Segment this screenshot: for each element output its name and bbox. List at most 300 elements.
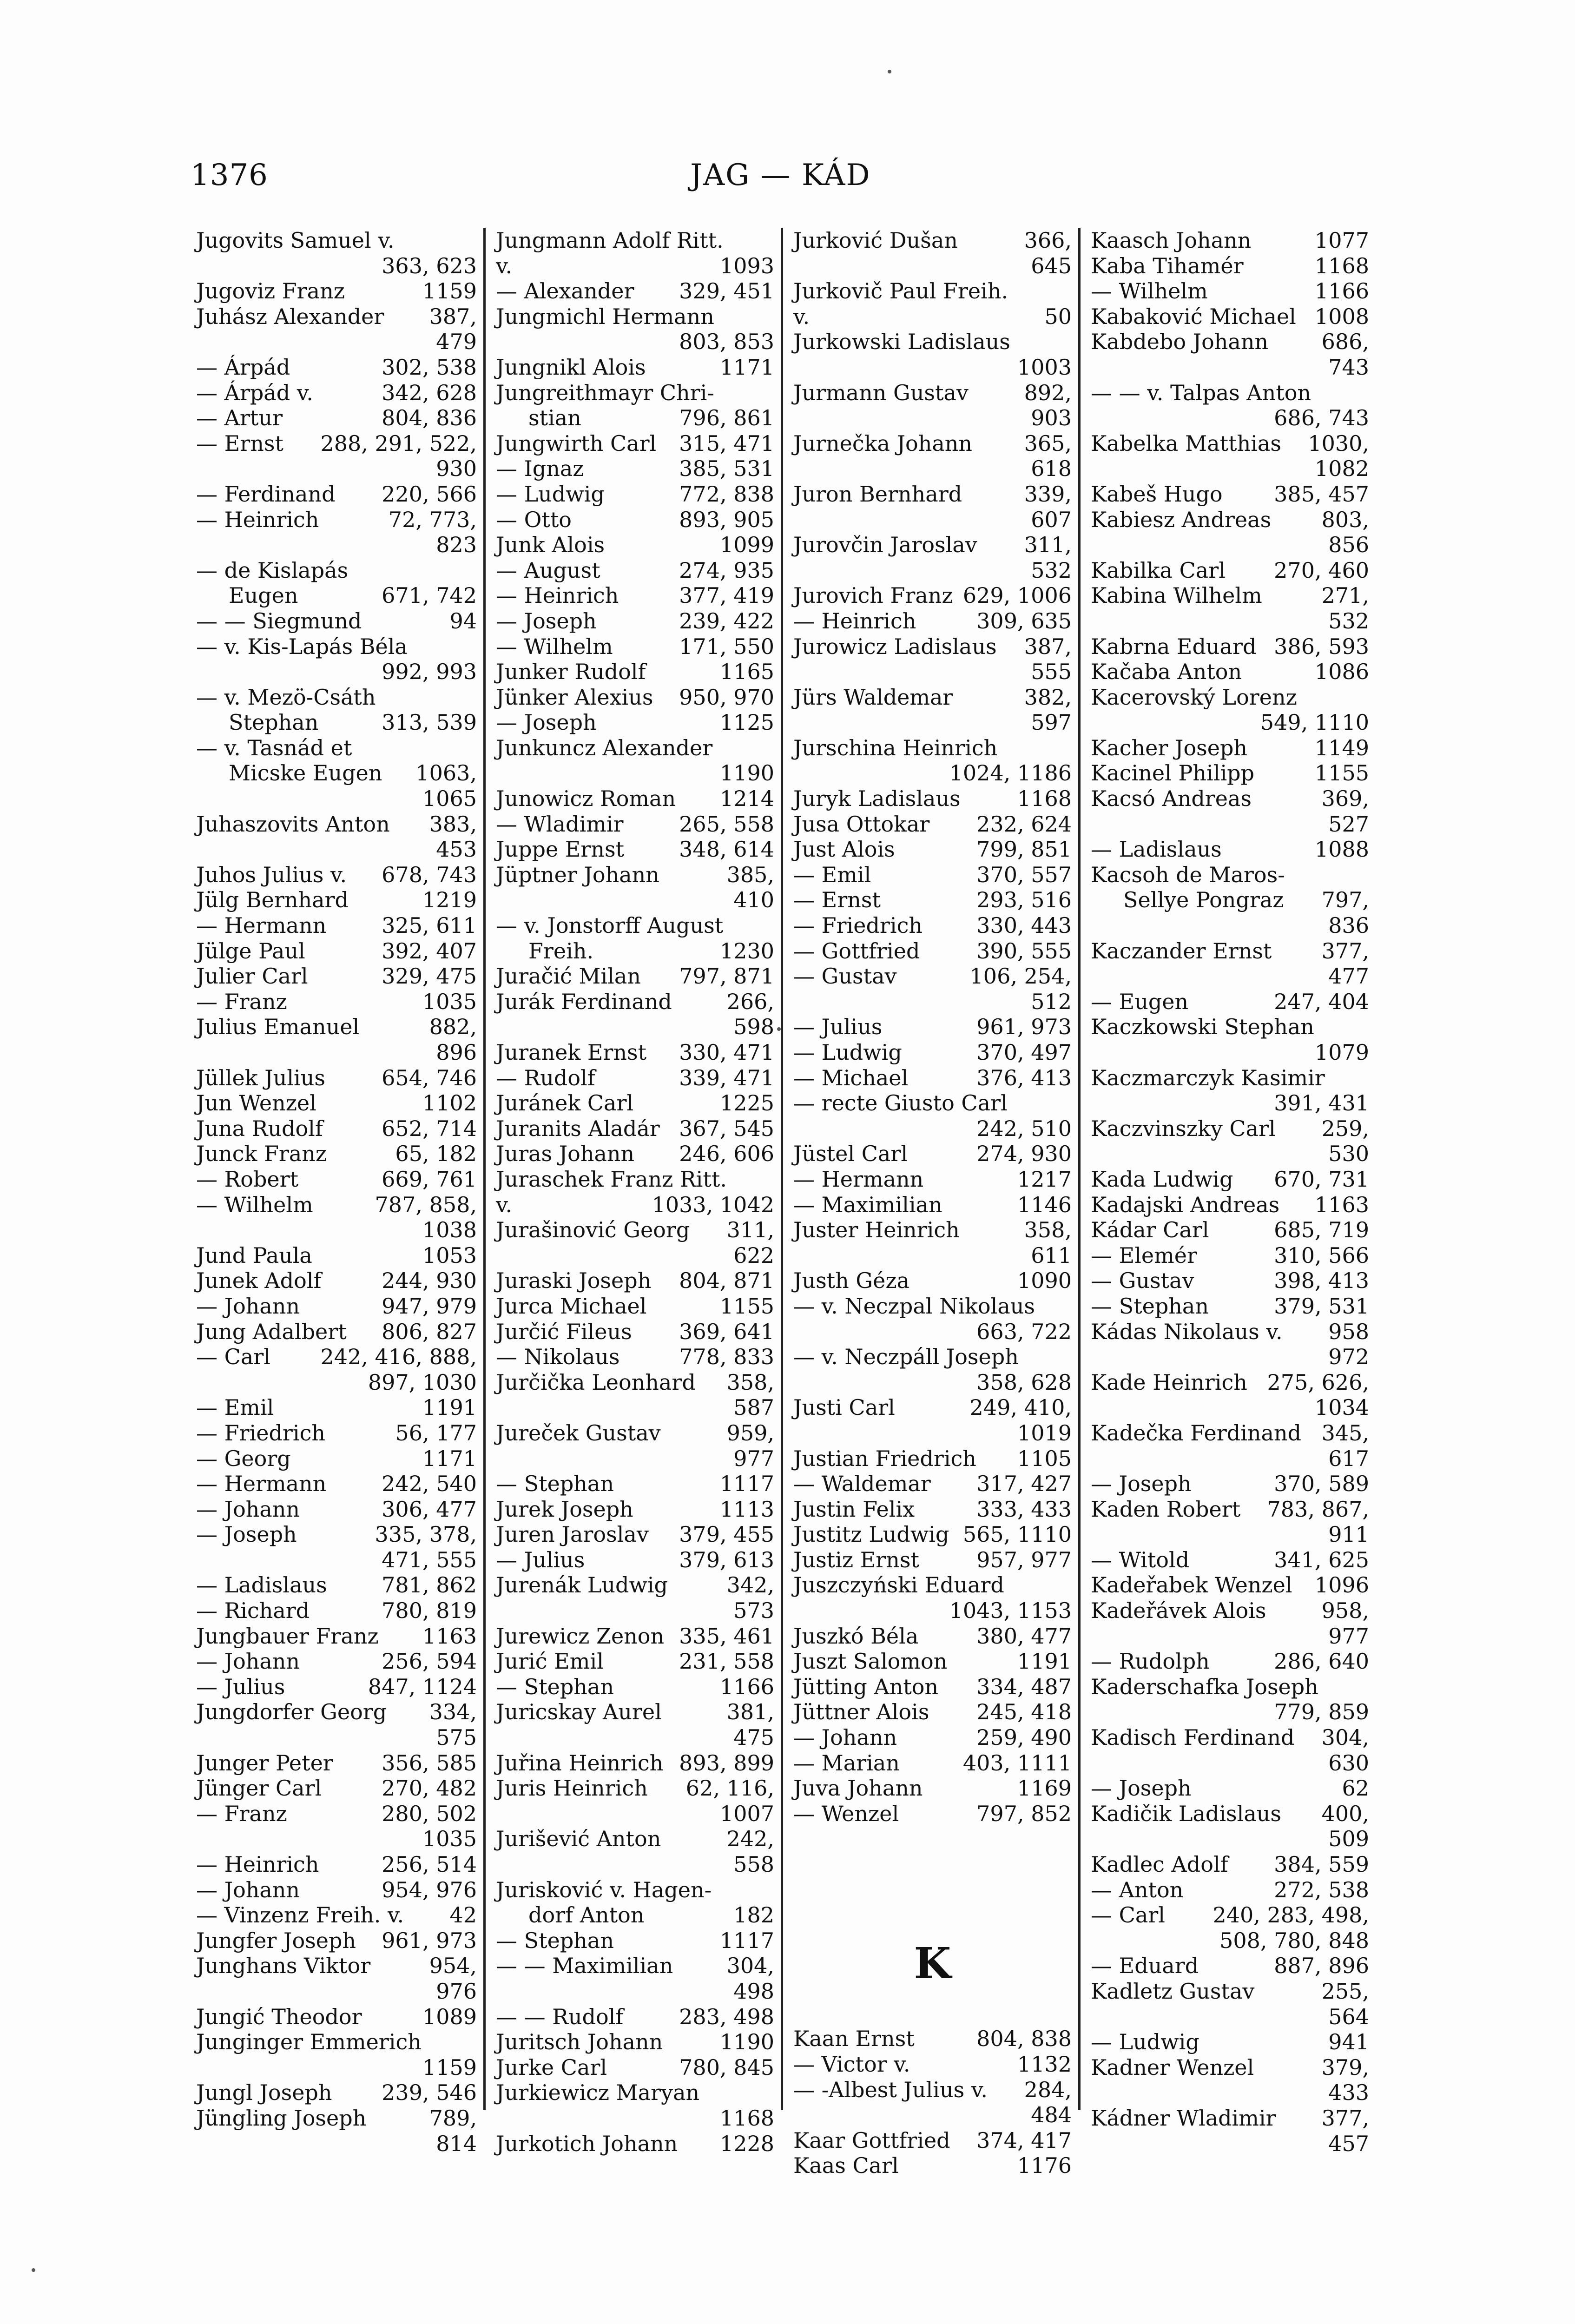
index-entry [196,1649,477,1674]
entry-pages: 367, 545 [679,1116,774,1141]
index-entry [196,1192,477,1218]
entry-pages: 1168 [1314,253,1369,278]
index-entry [496,1268,774,1294]
entry-pages: 335, 378, [375,1522,477,1547]
index-entry [196,608,477,634]
entry-pages: 796, 861 [679,405,774,431]
entry-pages: 957, 977 [976,1547,1072,1572]
index-entry [793,329,1072,355]
entry-name: Kacsoh de Maros- [1091,862,1285,887]
index-entry [196,1674,477,1700]
entry-pages: 245, 418 [976,1699,1072,1725]
index-entry [496,837,774,862]
entry-pages: 780, 845 [679,2054,774,2080]
index-entry [793,1699,1072,1725]
entry-pages: 220, 566 [382,481,477,507]
entry-name: Freih. [528,938,594,964]
entry-pages: 1169 [1017,1776,1072,1801]
entry-pages: 847, 1124 [368,1674,477,1699]
index-entry [793,1674,1072,1700]
entry-pages: 315, 471 [679,430,774,456]
entry-continuation: 618 [1031,456,1072,482]
entry-name: Jung Adalbert [196,1319,347,1344]
entry-pages: 387, [1024,634,1072,659]
index-entry [793,1344,1072,1370]
index-entry [496,812,774,837]
entry-continuation: 1079 [1314,1040,1369,1065]
entry-name: Julius Emanuel [196,1014,360,1040]
entry-pages: 398, 413 [1274,1268,1369,1294]
entry-pages: 256, 594 [382,1649,477,1674]
index-entry [196,278,477,304]
entry-name: Kabilka Carl [1091,557,1226,583]
index-entry [196,482,477,507]
entry-continuation: 242, 510 [976,1116,1072,1141]
entry-name: Kada Ludwig [1091,1166,1233,1192]
entry-name: — Carl [1091,1902,1165,1928]
entry-name: v. [496,253,513,278]
entry-name: — Johann [196,1496,300,1522]
entry-pages: 781, 862 [382,1572,477,1598]
index-entry [1091,1725,1369,1750]
entry-name: — Johann [793,1725,897,1750]
entry-pages: 787, 858, [375,1192,477,1217]
index-entry [793,278,1072,304]
entry-pages: 961, 973 [382,1928,477,1953]
entry-name: Jurnečka Johann [793,430,973,456]
entry-pages: 286, 640 [1274,1649,1369,1674]
entry-pages: 954, [429,1953,477,1979]
entry-name: Justiz Ernst [793,1547,920,1572]
print-speck [32,2268,35,2272]
entry-name: Jusa Ottokar [793,811,930,837]
index-entry [196,634,477,660]
index-entry [496,1040,774,1065]
entry-pages: 65, 182 [395,1141,477,1167]
entry-pages: 313, 539 [382,710,477,735]
entry-name: Jungić Theodor [196,2004,362,2029]
entry-name: Jurkovič Paul Freih. [793,278,1008,304]
entry-name: Kacher Joseph [1091,735,1248,760]
index-entry [196,989,477,1015]
index-entry [1091,735,1369,761]
index-entry [496,1699,774,1725]
entry-pages: 293, 516 [976,887,1072,913]
entry-pages: 797, [1321,887,1369,913]
entry-name: — Julius [196,1674,285,1699]
entry-continuation: 896 [436,1040,477,1065]
entry-name: Jurkowski Ladislaus [793,329,1010,355]
entry-pages: 329, 451 [679,278,774,304]
entry-pages: 950, 970 [679,684,774,710]
entry-pages: 678, 743 [382,862,477,887]
index-entry [196,1877,477,1903]
entry-pages: 379, 613 [679,1547,774,1572]
entry-pages: 1214 [719,786,774,812]
entry-pages: 370, 497 [976,1040,1072,1065]
entry-name: Juris Heinrich [496,1776,648,1801]
index-entry [793,1167,1072,1192]
entry-continuation: 549, 1110 [1260,710,1369,735]
entry-name: — v. Neczpal Nikolaus [793,1293,1035,1319]
entry-pages: 232, 624 [976,811,1072,837]
index-entry [1091,760,1369,786]
entry-continuation: 977 [733,1446,774,1471]
entry-name: — Joseph [1091,1776,1192,1801]
index-entry [196,685,477,710]
index-entry [196,304,477,330]
running-head: JAG — KÁD [690,158,871,192]
index-entry [793,1649,1072,1674]
entry-pages: 42 [449,1902,477,1928]
index-entry [793,1624,1072,1649]
entry-name: Jurewicz Zenon [496,1623,665,1649]
entry-name: Jurčička Leonhard [496,1369,696,1395]
entry-name: Kadičik Ladislaus [1091,1801,1282,1826]
entry-pages: 1163 [422,1623,477,1649]
entry-pages: 334, [429,1699,477,1725]
entry-pages: 270, 460 [1274,557,1369,583]
entry-continuation: 509 [1328,1826,1369,1852]
index-entry [496,1826,774,1852]
entry-pages: 797, 871 [679,964,774,989]
entry-continuation: 897, 1030 [368,1369,477,1395]
entry-pages: 797, 852 [976,1801,1072,1826]
entry-name: Jungbauer Franz [196,1623,379,1649]
entry-name: — Joseph [196,1522,297,1547]
entry-continuation: 410 [733,887,774,913]
entry-pages: 342, [726,1572,774,1598]
index-entry [496,1649,774,1674]
entry-pages: 377, 419 [679,583,774,608]
index-entry [793,634,1072,660]
entry-continuation: 1038 [422,1217,477,1243]
index-entry [196,1268,477,1294]
index-entry [496,583,774,608]
entry-pages: 1228 [719,2131,774,2156]
index-entry [196,1344,477,1370]
entry-pages: 1168 [1017,786,1072,812]
entry-name: Juraschek Franz Ritt. [496,1166,727,1192]
index-entry [496,735,774,761]
entry-name: Jungl Joseph [196,2080,332,2106]
index-entry [1091,1014,1369,1040]
entry-name: — Heinrich [496,583,619,608]
entry-pages: 893, 899 [679,1750,774,1776]
entry-continuation: 1043, 1153 [949,1598,1072,1624]
index-entry [793,913,1072,938]
entry-pages: 652, 714 [382,1116,477,1141]
entry-pages: 893, 905 [679,507,774,532]
entry-continuation: 1082 [1314,456,1369,482]
entry-pages: 1191 [422,1395,477,1420]
entry-name: — Victor v. [793,2052,910,2077]
entry-name: Juna Rudolf [196,1116,323,1141]
entry-pages: 379, 531 [1274,1293,1369,1319]
entry-continuation: 903 [1031,405,1072,431]
entry-name: — Stephan [496,1928,614,1953]
entry-pages: 961, 973 [976,1014,1072,1040]
entry-pages: 369, [1321,786,1369,812]
index-entry [196,1497,477,1522]
entry-continuation: 1007 [719,1801,774,1826]
entry-pages: 958 [1328,1319,1369,1344]
index-entry [793,1547,1072,1573]
entry-name: Juračić Milan [496,964,641,989]
entry-pages: 374, 417 [976,2127,1072,2153]
entry-pages: 325, 611 [382,913,477,938]
entry-pages: 1008 [1314,304,1369,329]
entry-name: Kadisch Ferdinand [1091,1725,1295,1750]
entry-continuation: 911 [1328,1522,1369,1547]
entry-pages: 1088 [1314,837,1369,862]
index-entry [496,938,774,964]
index-entry [496,862,774,888]
index-entry [1091,989,1369,1015]
index-entry [1091,2055,1369,2080]
index-entry [496,2080,774,2106]
entry-name: Juva Johann [793,1776,923,1801]
index-entry [1091,482,1369,507]
entry-name: Jurek Joseph [496,1496,633,1522]
entry-name: Jungreithmayr Chri- [496,380,714,405]
entry-continuation: 663, 722 [976,1319,1072,1344]
index-entry [1091,1319,1369,1345]
entry-name: — Wilhelm [1091,278,1208,304]
entry-name: — Artur [196,405,283,431]
entry-pages: 1217 [1017,1166,1072,1192]
entry-name: Juhaszovits Anton [196,811,390,837]
index-entry [196,507,477,533]
entry-name: — Gottfried [793,938,920,964]
entry-continuation: 597 [1031,710,1072,735]
entry-name: Just Alois [793,837,895,862]
entry-continuation: 508, 780, 848 [1219,1928,1369,1953]
index-entry [1091,862,1369,888]
entry-name: Junger Peter [196,1750,333,1776]
entry-pages: 1171 [422,1446,477,1471]
entry-continuation: 607 [1031,507,1072,532]
entry-pages: 685, 719 [1274,1217,1369,1243]
index-entry [1091,1979,1369,2004]
entry-continuation: 457 [1328,2131,1369,2156]
entry-pages: 270, 482 [382,1776,477,1801]
entry-name: Kaba Tihamér [1091,253,1244,278]
entry-name: — Carl [196,1344,270,1370]
entry-name: — Ernst [196,430,283,456]
entry-pages: 106, 254, [969,964,1072,989]
index-entry [793,1090,1072,1116]
index-columns [186,228,1376,2179]
entry-continuation: 573 [733,1598,774,1624]
index-entry [1091,1649,1369,1674]
entry-name: — Michael [793,1065,909,1090]
entry-pages: 1191 [1017,1649,1072,1674]
entry-pages: 358, [1024,1217,1072,1243]
entry-pages: 1089 [422,2004,477,2029]
entry-name: — v. Neczpáll Joseph [793,1344,1019,1370]
entry-name: Juránek Carl [496,1090,634,1116]
index-entry [793,887,1072,913]
entry-name: — Franz [196,989,287,1014]
entry-name: Juron Bernhard [793,481,962,507]
entry-pages: 385, 457 [1274,481,1369,507]
index-entry [793,812,1072,837]
index-entry [793,1572,1072,1598]
index-entry [196,1167,477,1192]
entry-name: — Maximilian [793,1192,942,1217]
index-entry [196,735,477,761]
index-entry [196,938,477,964]
entry-name: v. [496,1192,513,1217]
entry-name: Jungmichl Hermann [496,304,714,329]
entry-pages: 239, 422 [679,608,774,634]
index-entry [1091,1801,1369,1827]
entry-pages: 385, [726,862,774,887]
entry-name: — Franz [196,1801,287,1826]
index-entry [793,1268,1072,1294]
entry-pages: 1102 [422,1090,477,1116]
entry-name: Kaczmarczyk Kasimir [1091,1065,1325,1090]
index-entry [496,989,774,1015]
entry-name: — Alexander [496,278,634,304]
entry-continuation: 530 [1328,1141,1369,1167]
entry-pages: 342, 628 [382,380,477,405]
index-entry [793,1522,1072,1547]
entry-continuation: 686, 743 [1274,405,1369,431]
index-entry [196,1243,477,1268]
entry-name: — v. Tasnád et [196,735,352,760]
entry-name: — Hermann [196,1471,327,1497]
index-entry [196,1446,477,1472]
entry-name: Juřina Heinrich [496,1750,664,1776]
index-entry [496,228,774,253]
entry-name: — Hermann [196,913,327,938]
index-entry [196,1294,477,1319]
index-entry [793,2128,1072,2153]
index-entry [496,1522,774,1547]
index-entry [793,228,1072,253]
entry-name: Juszt Salomon [793,1649,948,1674]
entry-pages: 403, 1111 [962,1750,1072,1776]
entry-pages: 772, 838 [679,481,774,507]
entry-pages: 1077 [1314,228,1369,253]
entry-name: Jureček Gustav [496,1420,661,1446]
index-entry [196,1395,477,1420]
entry-continuation: 363, 623 [382,253,477,278]
entry-continuation: 555 [1031,659,1072,685]
entry-pages: 366, [1024,228,1072,253]
index-entry [496,2004,774,2030]
index-entry [793,1471,1072,1497]
entry-name: — Johann [196,1293,300,1319]
entry-name: stian [528,405,581,431]
index-entry [496,1572,774,1598]
entry-name: Jüllek Julius [196,1065,325,1090]
entry-name: — Marian [793,1750,900,1776]
entry-pages: 311, [726,1217,774,1243]
entry-pages: 686, [1321,329,1369,355]
entry-pages: 334, 487 [976,1674,1072,1699]
index-entry [496,1674,774,1700]
index-entry [1091,1243,1369,1268]
index-entry [1091,938,1369,964]
entry-pages: 247, 404 [1274,989,1369,1014]
index-entry [496,1928,774,1954]
index-entry [196,1090,477,1116]
index-entry [793,2026,1072,2052]
index-entry [793,685,1072,710]
index-entry [496,1750,774,1776]
entry-pages: 1030, [1308,430,1369,456]
entry-name: Kabaković Michael [1091,304,1296,329]
entry-name: Juritsch Johann [496,2029,663,2055]
entry-name: — Heinrich [196,1852,319,1877]
entry-continuation: 479 [436,329,477,355]
index-entry [496,405,774,431]
entry-name: — — Siegmund [196,608,362,634]
entry-pages: 377, [1321,2105,1369,2131]
entry-name: Jurovčin Jaroslav [793,532,977,558]
entry-name: — Joseph [1091,1471,1192,1497]
entry-pages: 256, 514 [382,1852,477,1877]
index-entry [496,253,774,279]
index-entry [496,710,774,735]
entry-pages: 959, [726,1420,774,1446]
entry-name: — Robert [196,1166,299,1192]
entry-pages: 1105 [1017,1446,1072,1471]
index-entry [1091,1497,1369,1522]
entry-pages: 1159 [422,278,477,304]
index-entry [793,1040,1072,1065]
entry-name: Justin Felix [793,1496,915,1522]
entry-pages: 1063, [415,760,477,786]
index-entry [496,355,774,380]
index-entry [496,1192,774,1218]
index-entry [1091,786,1369,812]
entry-name: Kadeřabek Wenzel [1091,1572,1292,1598]
index-entry [196,355,477,380]
index-entry [496,482,774,507]
index-entry [496,2029,774,2055]
entry-pages: 182 [733,1902,774,1928]
index-entry [793,1776,1072,1801]
index-entry [1091,558,1369,583]
entry-name: — v. Mezö-Csáth [196,684,376,710]
index-entry [496,1141,774,1167]
entry-name: — Joseph [496,710,597,735]
entry-name: Kabdebo Johann [1091,329,1269,355]
entry-pages: 669, 761 [382,1166,477,1192]
entry-name: Kaas Carl [793,2153,899,2179]
entry-name: Juszkó Béla [793,1623,919,1649]
index-entry [1091,1420,1369,1446]
index-entry [1091,228,1369,253]
entry-name: — recte Giusto Carl [793,1090,1008,1116]
entry-name: Jüttner Alois [793,1699,929,1725]
index-entry [496,1167,774,1192]
entry-name: Justh Géza [793,1268,910,1294]
entry-pages: 1176 [1017,2153,1072,2179]
entry-continuation: 611 [1031,1242,1072,1268]
entry-pages: 1033, 1042 [652,1192,774,1217]
entry-name: Kaar Gottfried [793,2127,950,2153]
index-entry [1091,431,1369,456]
entry-continuation: 453 [436,837,477,862]
entry-name: — Elemér [1091,1242,1197,1268]
index-column-1 [186,228,483,2156]
entry-continuation: 930 [436,456,477,482]
